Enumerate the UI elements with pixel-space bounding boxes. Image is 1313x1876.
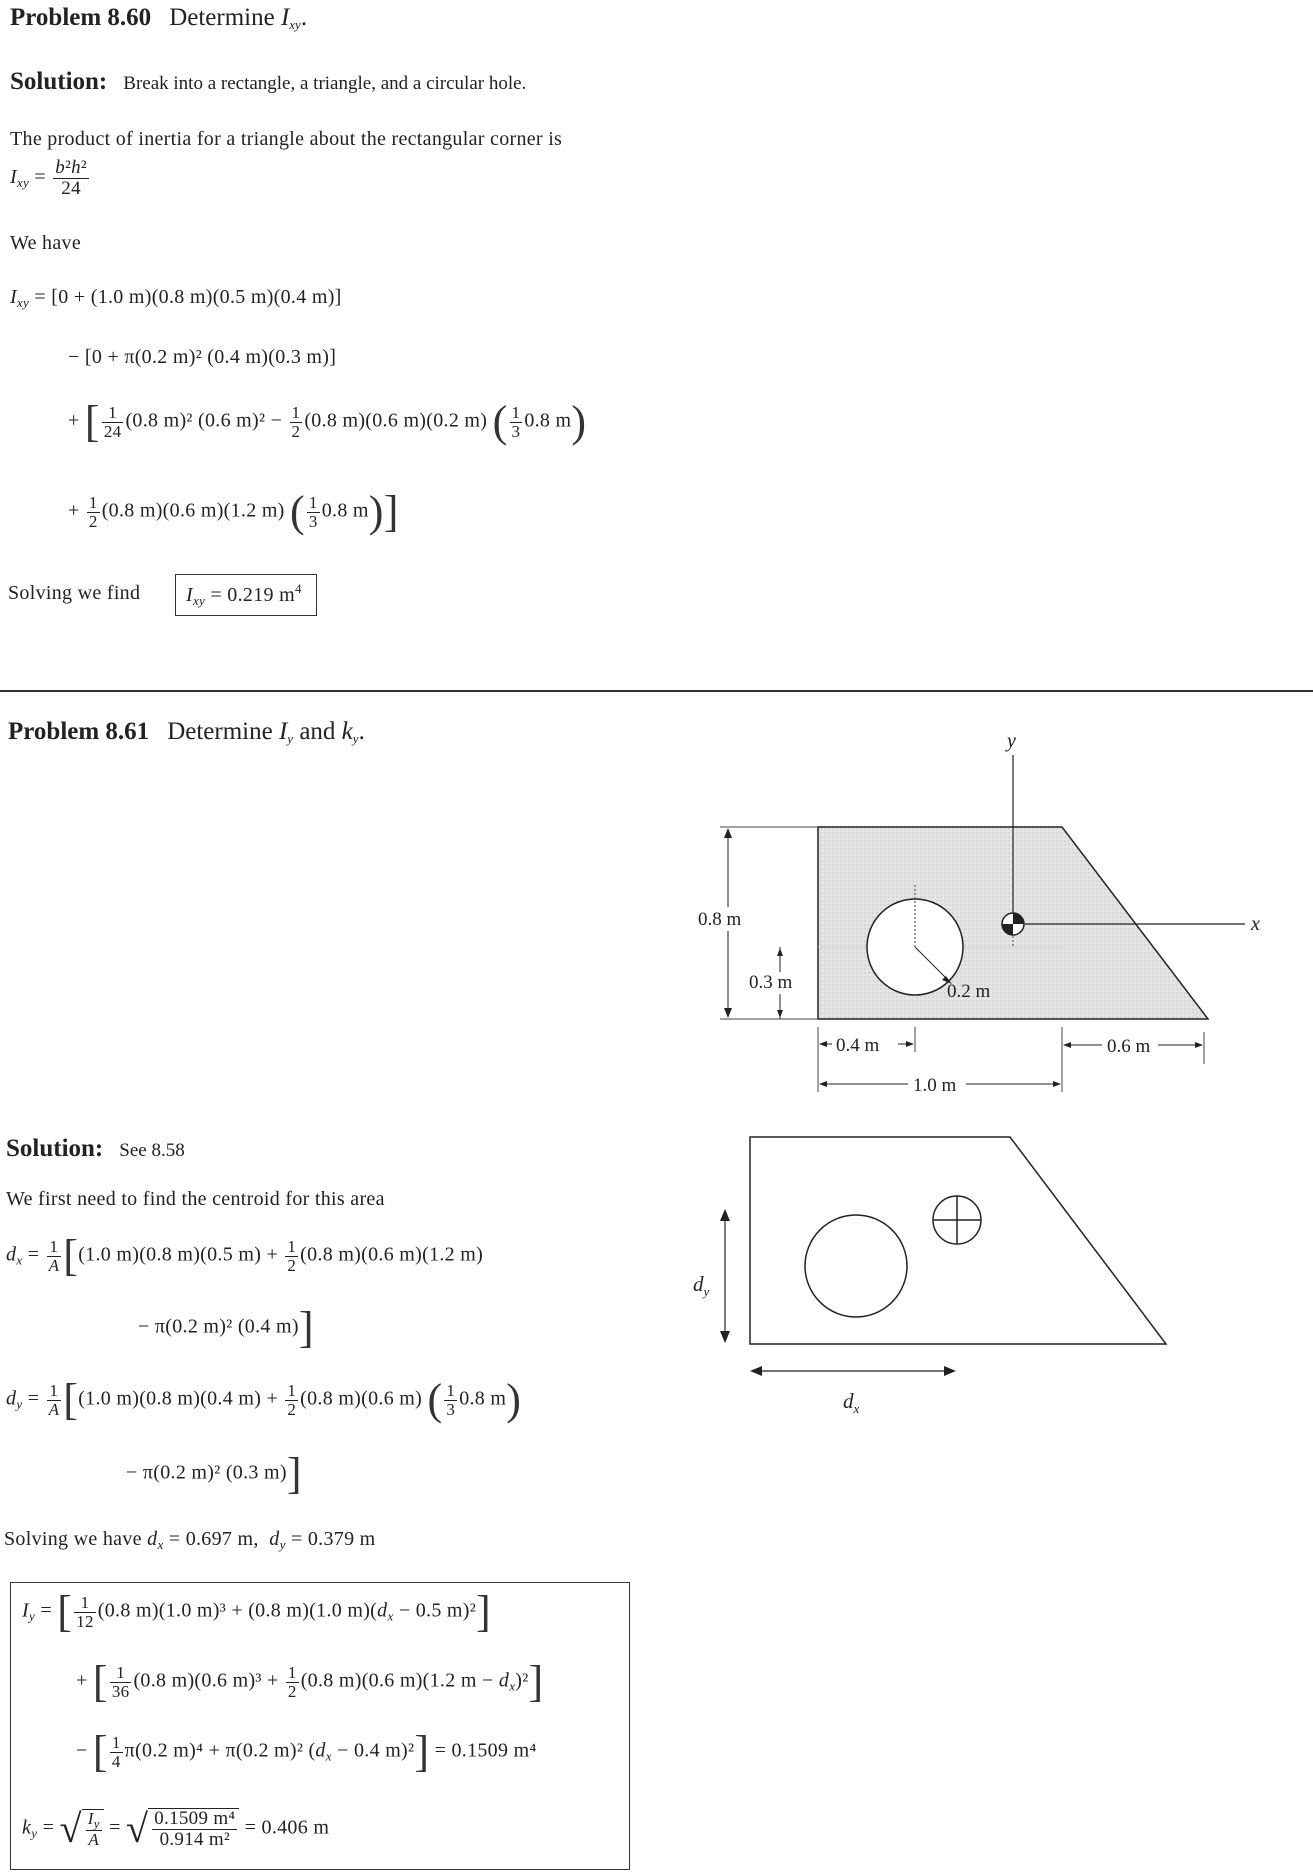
p861-dy-line2: − π(0.2 m)² (0.3 m)] — [126, 1449, 302, 1498]
p860-eq-line3: + [ $\frac{1}{24}$ (0.8 m)² (0.6 m)² − $\frac{1}{2}$ (0.8 m)(0.6 m)(0.2 m) ( $\frac{1}{3}$ 0.8 m) — [68, 397, 587, 446]
p861-title: Problem 8.61 Determine $I_y$ and $k_y$. — [8, 718, 365, 746]
p861-iy-line3: − [ $\frac{1}{4}$ π(0.2 m)⁴ + π(0.2 m)² ($d_x - 0.4$ m)²] = 0.1509 m⁴ — [76, 1727, 537, 1776]
p861-dx-line2: − π(0.2 m)² (0.4 m)] — [138, 1303, 314, 1352]
p861-dx-line1: $d_x$ = $\frac{1}{A}$ [(1.0 m)(0.8 m)(0.5 m) + $\frac{1}{2}$ (0.8 m)(0.6 m)(1.2 m) — [6, 1231, 484, 1280]
p861-ky-line: $k_y$ = √ $\frac{I_y}{A}$ = √ $\frac{\text{0.1509 m⁴}}{\text{0.914 m²}}$ = 0.406 m — [22, 1805, 330, 1851]
dim-height: 0.8 m — [698, 909, 742, 930]
p860-solving-label: Solving we find — [8, 582, 141, 604]
p861-dy-line1: $d_y$ = $\frac{1}{A}$ [(1.0 m)(0.8 m)(0.4 m) + $\frac{1}{2}$ (0.8 m)(0.6 m) ( $\frac{1}{3}$ 0.8 m) — [6, 1375, 522, 1424]
p860-triangle-formula: $I_{xy}$ = $\frac{\text{b²h²}}{24}$ — [10, 157, 87, 199]
section-divider — [0, 690, 1313, 692]
centroid-figure — [680, 1125, 1200, 1425]
p861-iy-line1: $I_y$ = [ $\frac{1}{12}$ (0.8 m)(1.0 m)³ + (0.8 m)(1.0 $m)(d_x - 0.5$ m)²] — [22, 1587, 491, 1636]
dim-hole-x: 0.4 m — [836, 1035, 880, 1056]
dim-radius: 0.2 m — [947, 981, 991, 1002]
centroid-crosshair-icon — [933, 1196, 981, 1244]
p860-result-box: $I_{xy} = 0.219$ $m^4$ — [175, 574, 317, 616]
p860-eq-line2: − [0 + π(0.2 m)² (0.4 m)(0.3 m)] — [68, 346, 337, 368]
dim-triangle-base: 0.6 m — [1107, 1036, 1151, 1057]
dim-rect-width: 1.0 m — [913, 1075, 957, 1096]
p861-solution-heading: Solution: See 8.58 — [6, 1135, 185, 1162]
p861-centroid-note: We first need to find the centroid for this area — [6, 1188, 385, 1210]
p860-title: Problem 8.60 Determine $I_{xy}$. — [10, 4, 308, 32]
p860-eq-line4: + $\frac{1}{2}$ (0.8 m)(0.6 m)(1.2 m) ( $\frac{1}{3}$ 0.8 m)] — [68, 487, 399, 536]
label-dy: $d_y$ — [693, 1272, 710, 1299]
centroid-icon — [1002, 913, 1024, 935]
label-y: y — [1007, 730, 1016, 752]
label-dx: $d_x$ — [843, 1389, 860, 1416]
p861-iy-line2: + [ $\frac{1}{36}$ (0.8 m)(0.6 m)³ + $\frac{1}{2}$ (0.8 m)(0.6 m)(1.2 $m - d_x)^2$] — [76, 1657, 544, 1706]
p860-solution-heading: Solution: Break into a rectangle, a triangle, and a circular hole. — [10, 68, 527, 95]
label-x: x — [1251, 913, 1260, 935]
p860-eq-line1: $I_{xy} = [0 + (1.0$ m)(0.8 m)(0.5 m)(0.4 m)] — [10, 286, 342, 310]
p861-solving-have: Solving we have $d_x = 0.697$ m, $d_y = 0.379$ m — [4, 1528, 376, 1552]
p860-triangle-note: The product of inertia for a triangle about the rectangular corner is — [10, 128, 563, 150]
composite-area-figure — [680, 720, 1280, 1110]
dim-hole-height: 0.3 m — [749, 972, 793, 993]
p860-we-have: We have — [10, 232, 82, 254]
